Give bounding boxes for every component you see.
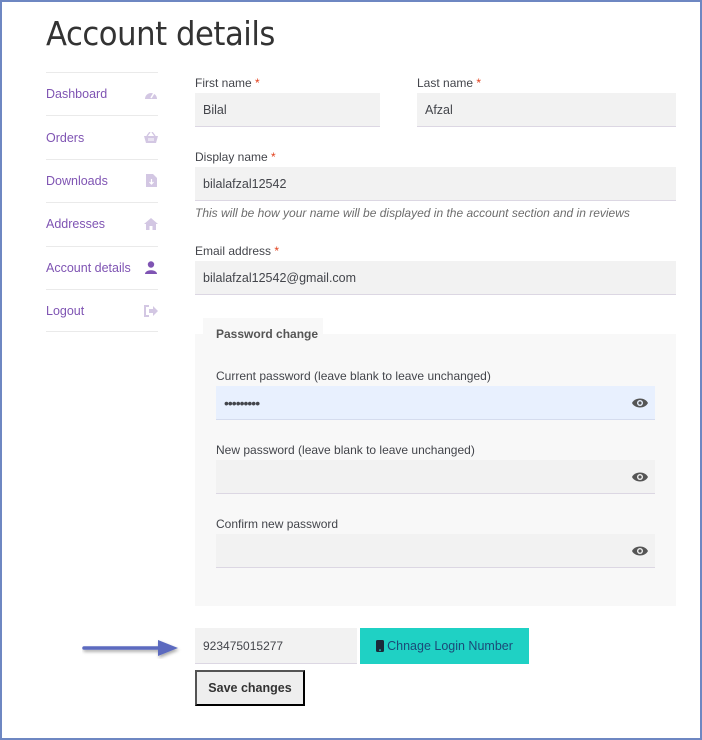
display-name-hint: This will be how your name will be displayed in the account section and in reviews <box>195 206 630 220</box>
nav-item-label: Dashboard <box>46 87 108 102</box>
nav-item-label: Account details <box>46 260 131 275</box>
nav-item-orders[interactable] <box>46 115 158 158</box>
show-password-icon[interactable] <box>632 395 648 411</box>
account-nav <box>46 72 158 332</box>
nav-item-label: Logout <box>46 303 85 318</box>
nav-item-label: Downloads <box>46 173 108 188</box>
new-password-input[interactable] <box>216 460 655 494</box>
home-icon <box>144 217 158 231</box>
file-download-icon <box>144 174 158 188</box>
mobile-phone-icon <box>376 640 384 652</box>
nav-item-label: Orders <box>46 130 85 145</box>
save-changes-button[interactable]: Save changes <box>195 670 305 706</box>
logout-icon <box>144 304 158 318</box>
change-login-number-button[interactable] <box>360 628 529 664</box>
last-name-label: Last name * <box>417 76 482 90</box>
basket-icon <box>144 131 158 145</box>
page-title: Account details <box>46 14 275 53</box>
current-password-input[interactable]: ••••••••• <box>216 386 655 420</box>
last-name-input[interactable]: Afzal <box>417 93 676 127</box>
display-name-label: Display name * <box>195 150 276 164</box>
first-name-input[interactable]: Bilal <box>195 93 380 127</box>
current-password-label: Current password (leave blank to leave unchanged) <box>216 369 491 383</box>
login-number-input[interactable]: 923475015277 <box>195 628 357 664</box>
annotation-arrow-icon <box>82 637 182 659</box>
email-label: Email address * <box>195 244 280 258</box>
nav-item-dashboard[interactable] <box>46 72 158 115</box>
first-name-label: First name * <box>195 76 260 90</box>
show-password-icon[interactable] <box>632 543 648 559</box>
dashboard-icon <box>144 87 158 101</box>
confirm-password-input[interactable] <box>216 534 655 568</box>
show-password-icon[interactable] <box>632 469 648 485</box>
user-icon <box>144 261 158 275</box>
nav-item-label: Addresses <box>46 217 106 232</box>
password-change-legend: Password change <box>203 318 323 348</box>
nav-item-addresses[interactable] <box>46 202 158 245</box>
new-password-label: New password (leave blank to leave unchanged) <box>216 443 475 457</box>
display-name-input[interactable]: bilalafzal12542 <box>195 167 676 201</box>
email-input[interactable]: bilalafzal12542@gmail.com <box>195 261 676 295</box>
nav-item-downloads[interactable] <box>46 159 158 202</box>
change-login-number-label: Chnage Login Number <box>387 639 513 653</box>
nav-item-account-details[interactable] <box>46 246 158 289</box>
nav-item-logout[interactable] <box>46 289 158 332</box>
confirm-password-label: Confirm new password <box>216 517 339 531</box>
